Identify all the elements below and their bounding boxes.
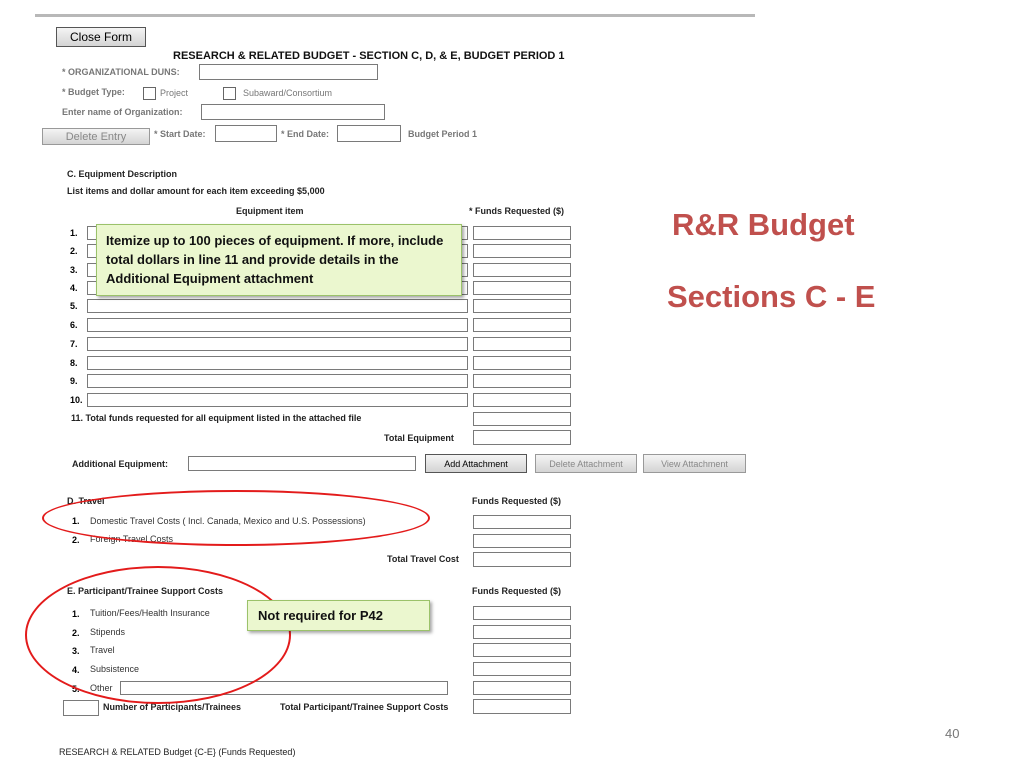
end-date-field[interactable] (337, 125, 401, 142)
foreign-travel-funds[interactable] (473, 534, 571, 548)
slide-title-line2: Sections C - E (667, 279, 876, 314)
equipment-callout: Itemize up to 100 pieces of equipment. If more, include total dollars in line 11 and provide details in the Additional Equipment attachment (96, 224, 462, 296)
equipment-row-number: 8. (70, 358, 78, 368)
equipment-funds-field[interactable] (473, 337, 571, 351)
equipment-funds-field[interactable] (473, 356, 571, 370)
subaward-label: Subaward/Consortium (243, 88, 333, 98)
form-footer: RESEARCH & RELATED Budget {C-E} (Funds Requested) (59, 747, 296, 757)
equipment-row-number: 7. (70, 339, 78, 349)
equipment-row-number: 9. (70, 376, 78, 386)
travel-row-num: 2. (72, 535, 80, 545)
budget-period-label: Budget Period 1 (408, 129, 478, 139)
participant-row-label: Tuition/Fees/Health Insurance (90, 608, 210, 618)
org-name-label: Enter name of Organization: (62, 107, 183, 117)
equipment-item-field[interactable] (87, 374, 468, 388)
p42-callout: Not required for P42 (247, 600, 430, 631)
equipment-funds-field[interactable] (473, 263, 571, 277)
view-attachment-button[interactable]: View Attachment (643, 454, 746, 473)
start-date-label: * Start Date: (154, 129, 206, 139)
equipment-funds-header: * Funds Requested ($) (469, 206, 565, 216)
participant-row-num: 5. (72, 684, 80, 694)
travel-row-label: Domestic Travel Costs ( Incl. Canada, Mexico and U.S. Possessions) (90, 516, 366, 526)
num-participants-field[interactable] (63, 700, 99, 716)
equipment-row-number: 10. (70, 395, 83, 405)
budget-type-label: * Budget Type: (62, 87, 125, 97)
project-label: Project (160, 88, 189, 98)
subaward-checkbox[interactable] (223, 87, 236, 100)
participant-funds-4[interactable] (473, 662, 571, 676)
page-number: 40 (945, 726, 960, 741)
total-equipment-label: Total Equipment (384, 433, 454, 443)
equipment-funds-field[interactable] (473, 244, 571, 258)
equipment-row-number: 5. (70, 301, 78, 311)
travel-row-label: Foreign Travel Costs (90, 534, 174, 544)
end-date-label: * End Date: (281, 129, 330, 139)
participant-funds-2[interactable] (473, 625, 571, 639)
close-form-button[interactable]: Close Form (56, 27, 146, 47)
form-title: RESEARCH & RELATED BUDGET - SECTION C, D, & E, BUDGET PERIOD 1 (173, 50, 565, 62)
equipment-row-number: 2. (70, 246, 78, 256)
equipment-funds-field[interactable] (473, 226, 571, 240)
equipment-item-field[interactable] (87, 337, 468, 351)
equipment-item-field[interactable] (87, 318, 468, 332)
equipment-item-field[interactable] (87, 356, 468, 370)
participant-row-num: 2. (72, 628, 80, 638)
participant-row-label: Stipends (90, 627, 126, 637)
slide-title-line1: R&R Budget (672, 207, 855, 242)
equipment-item-field[interactable] (87, 299, 468, 313)
travel-row-num: 1. (72, 516, 80, 526)
equipment-section-title: C. Equipment Description (67, 169, 178, 179)
equipment-row-number: 4. (70, 283, 78, 293)
total-equipment-field[interactable] (473, 430, 571, 445)
num-participants-label: Number of Participants/Trainees (103, 702, 242, 712)
participant-highlight-oval (25, 566, 291, 704)
equipment-instruction: List items and dollar amount for each item exceeding $5,000 (67, 186, 325, 196)
participant-row-num: 1. (72, 609, 80, 619)
participant-row-label: Travel (90, 645, 115, 655)
equipment-row-number: 6. (70, 320, 78, 330)
equipment-funds-field[interactable] (473, 281, 571, 295)
project-checkbox[interactable] (143, 87, 156, 100)
start-date-field[interactable] (215, 125, 277, 142)
travel-highlight-oval (42, 490, 430, 546)
domestic-travel-funds[interactable] (473, 515, 571, 529)
equipment-line-11-funds[interactable] (473, 412, 571, 426)
equipment-line-11-label: 11. Total funds requested for all equipment listed in the attached file (71, 413, 362, 423)
delete-entry-button[interactable]: Delete Entry (42, 128, 150, 145)
add-attachment-button[interactable]: Add Attachment (425, 454, 527, 473)
travel-section-title: D. Travel (67, 496, 105, 506)
additional-equipment-label: Additional Equipment: (72, 459, 168, 469)
duns-field[interactable] (199, 64, 378, 80)
total-travel-field[interactable] (473, 552, 571, 567)
equipment-row-number: 1. (70, 228, 78, 238)
participant-row-label: Subsistence (90, 664, 140, 674)
travel-funds-header: Funds Requested ($) (472, 496, 562, 506)
participant-funds-1[interactable] (473, 606, 571, 620)
participant-row-num: 3. (72, 646, 80, 656)
participant-funds-5[interactable] (473, 681, 571, 695)
delete-attachment-button[interactable]: Delete Attachment (535, 454, 637, 473)
additional-equipment-field[interactable] (188, 456, 416, 471)
participant-row-label: Other (90, 683, 113, 693)
duns-label: * ORGANIZATIONAL DUNS: (62, 67, 180, 77)
total-participant-label: Total Participant/Trainee Support Costs (280, 702, 449, 712)
equipment-funds-field[interactable] (473, 299, 571, 313)
equipment-item-header: Equipment item (236, 206, 304, 216)
equipment-row-number: 3. (70, 265, 78, 275)
total-travel-label: Total Travel Cost (387, 554, 459, 564)
equipment-funds-field[interactable] (473, 393, 571, 407)
total-participant-field[interactable] (473, 699, 571, 714)
participant-row-num: 4. (72, 665, 80, 675)
equipment-item-field[interactable] (87, 393, 468, 407)
participant-section-title: E. Participant/Trainee Support Costs (67, 586, 224, 596)
equipment-funds-field[interactable] (473, 318, 571, 332)
participant-funds-3[interactable] (473, 643, 571, 657)
org-name-field[interactable] (201, 104, 385, 120)
equipment-funds-field[interactable] (473, 374, 571, 388)
participant-funds-header: Funds Requested ($) (472, 586, 562, 596)
top-divider (35, 14, 755, 17)
